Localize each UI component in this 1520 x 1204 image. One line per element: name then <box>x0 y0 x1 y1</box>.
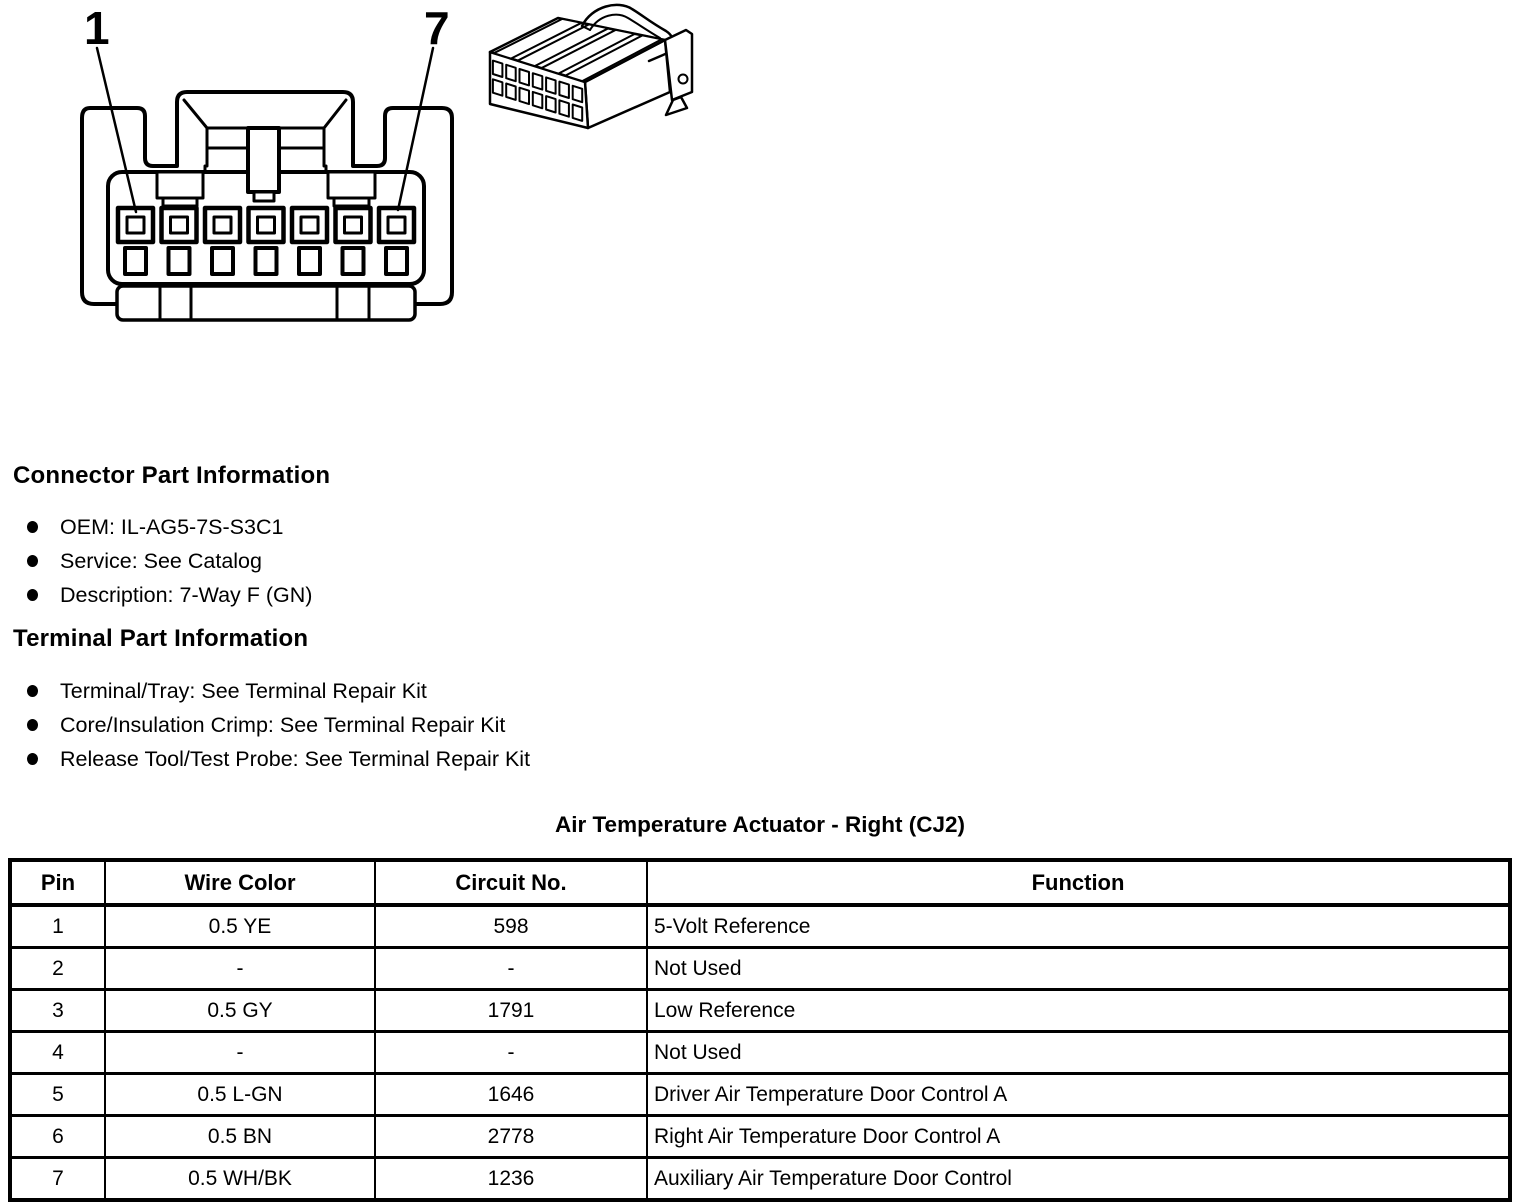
table-row <box>10 1158 1510 1201</box>
bullet-icon <box>27 589 38 601</box>
table-row <box>10 905 1510 948</box>
cell-wire-color: 0.5 L-GN <box>105 1074 375 1116</box>
list-item <box>27 742 530 776</box>
bullet-icon <box>27 521 38 533</box>
list-item-text: Terminal/Tray: See Terminal Repair Kit <box>60 678 427 703</box>
cell-circuit-no: 1791 <box>375 990 647 1032</box>
cell-pin: 6 <box>10 1116 105 1158</box>
col-header-wire-color: Wire Color <box>105 860 375 905</box>
cell-wire-color: - <box>105 1032 375 1074</box>
cell-pin: 7 <box>10 1158 105 1201</box>
pinout-table <box>8 858 1512 1202</box>
list-item <box>27 544 312 578</box>
list-item <box>27 708 530 742</box>
table-row <box>10 990 1510 1032</box>
connector-3d-view <box>470 0 730 150</box>
pinout-table-title: Air Temperature Actuator - Right (CJ2) <box>554 812 966 837</box>
cell-function: Right Air Temperature Door Control A <box>647 1116 1510 1158</box>
bullet-icon <box>27 555 38 567</box>
list-item-text: Service: See Catalog <box>60 548 262 573</box>
cell-pin: 4 <box>10 1032 105 1074</box>
bullet-icon <box>27 753 38 765</box>
col-header-function: Function <box>647 860 1510 905</box>
cell-pin: 1 <box>10 905 105 948</box>
connector-part-info-heading: Connector Part Information <box>13 462 331 489</box>
terminal-part-info-heading: Terminal Part Information <box>13 625 309 652</box>
cell-pin: 2 <box>10 948 105 990</box>
bullet-icon <box>27 719 38 731</box>
list-item-text: Description: 7-Way F (GN) <box>60 582 313 607</box>
cell-circuit-no: 1236 <box>375 1158 647 1201</box>
cell-circuit-no: - <box>375 1032 647 1074</box>
cell-function: Low Reference <box>647 990 1510 1032</box>
cell-wire-color: 0.5 WH/BK <box>105 1158 375 1201</box>
cell-function: Driver Air Temperature Door Control A <box>647 1074 1510 1116</box>
connector-part-info-list <box>27 510 312 612</box>
terminal-part-info-list <box>27 674 530 776</box>
table-row <box>10 1074 1510 1116</box>
cell-function: Auxiliary Air Temperature Door Control <box>647 1158 1510 1201</box>
table-row <box>10 1116 1510 1158</box>
cell-pin: 3 <box>10 990 105 1032</box>
connector-face-diagram <box>0 0 470 350</box>
col-header-pin: Pin <box>10 860 105 905</box>
table-header-row <box>10 860 1510 905</box>
col-header-circuit-no: Circuit No. <box>375 860 647 905</box>
cell-function: Not Used <box>647 948 1510 990</box>
cell-pin: 5 <box>10 1074 105 1116</box>
pin-1-label: 1 <box>84 2 110 54</box>
pin-row-bottom <box>125 248 407 274</box>
cell-circuit-no: - <box>375 948 647 990</box>
list-item <box>27 674 530 708</box>
list-item <box>27 578 312 612</box>
cell-wire-color: 0.5 BN <box>105 1116 375 1158</box>
cell-circuit-no: 1646 <box>375 1074 647 1116</box>
cell-circuit-no: 2778 <box>375 1116 647 1158</box>
cell-wire-color: 0.5 YE <box>105 905 375 948</box>
list-item <box>27 510 312 544</box>
list-item-text: Core/Insulation Crimp: See Terminal Repair Kit <box>60 712 506 737</box>
pin-7-label: 7 <box>424 2 450 54</box>
list-item-text: OEM: IL-AG5-7S-S3C1 <box>60 514 284 539</box>
bullet-icon <box>27 685 38 697</box>
cell-function: 5-Volt Reference <box>647 905 1510 948</box>
table-row <box>10 1032 1510 1074</box>
cell-function: Not Used <box>647 1032 1510 1074</box>
cell-wire-color: 0.5 GY <box>105 990 375 1032</box>
cell-circuit-no: 598 <box>375 905 647 948</box>
cell-wire-color: - <box>105 948 375 990</box>
table-row <box>10 948 1510 990</box>
list-item-text: Release Tool/Test Probe: See Terminal Repair Kit <box>60 746 531 771</box>
